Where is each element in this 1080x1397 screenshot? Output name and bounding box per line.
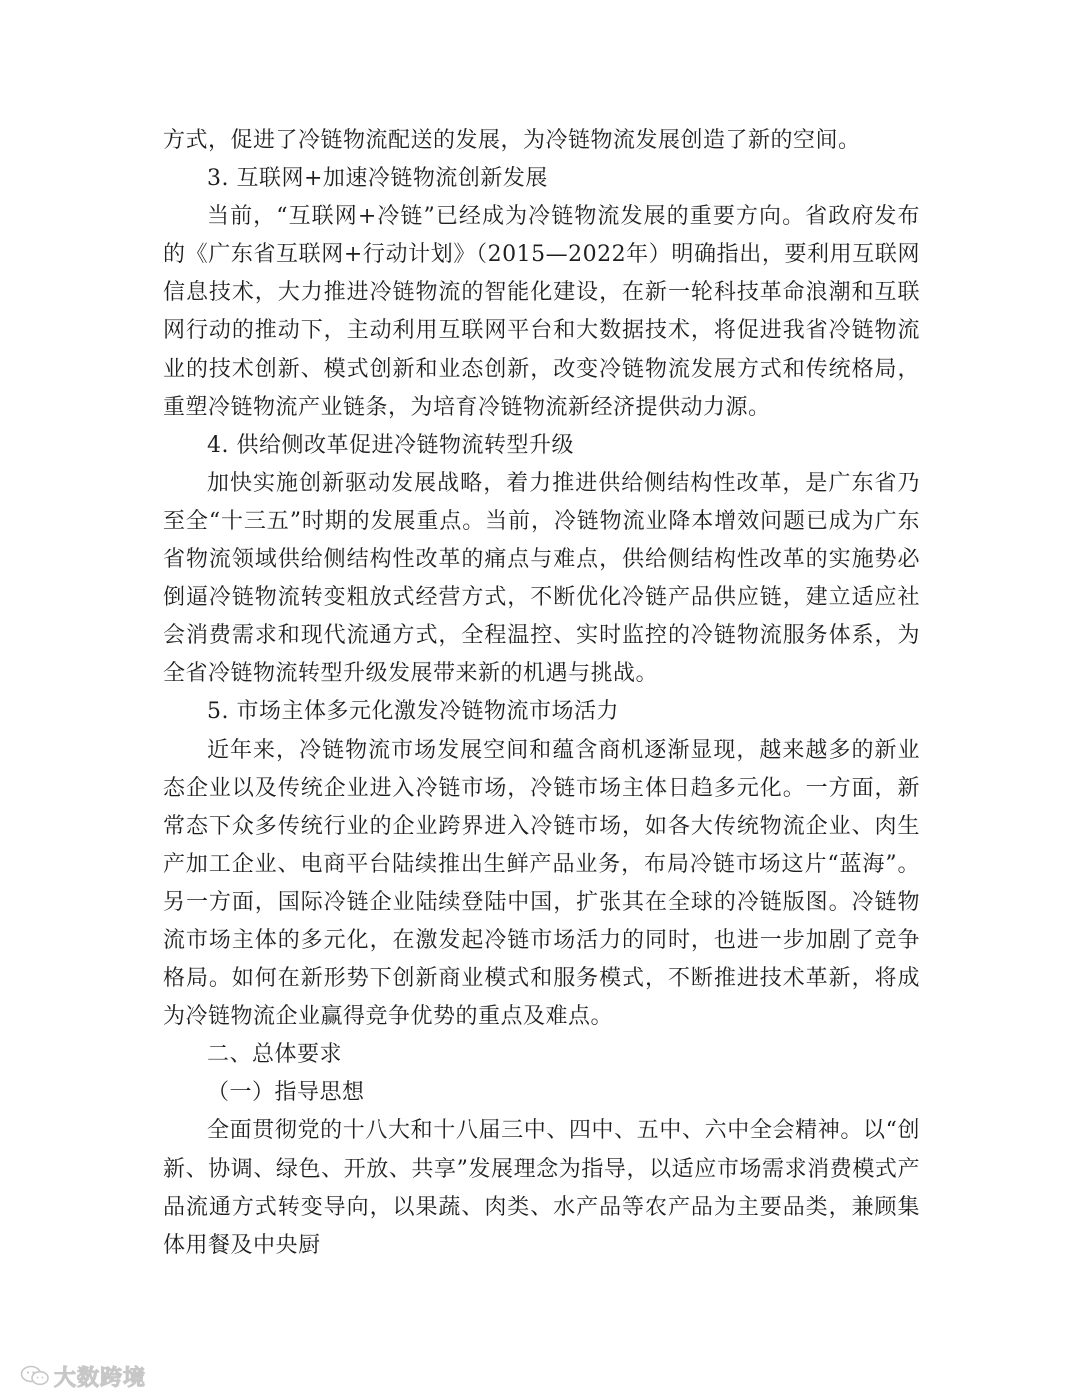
paragraph-guiding-ideology: 全面贯彻党的十八大和十八届三中、四中、五中、六中全会精神。以“创新、协调、绿色、开放、共享”发展理念为指导，以适应市场需求消费模式产品流通方式转变导向，以果蔬、肉类、水产品等农产品为主要品类，兼顾集体用餐及中央厨 (163, 1118, 920, 1258)
paragraph-continued: 方式，促进了冷链物流配送的发展，为冷链物流发展创造了新的空间。 (163, 128, 861, 153)
document-body (163, 122, 920, 1265)
watermark-text: 大数跨境 (54, 1365, 147, 1391)
paragraph-internet-plus: 当前，“互联网+冷链”已经成为冷链物流发展的重要方向。省政府发布的《广东省互联网+行动计划》（2015—2022年）明确指出，要利用互联网信息技术，大力推进冷链物流的智能化建设，在新一轮科技革命浪潮和互联网行动的推动下，主动利用互联网平台和大数据技术，将促进我省冷链物流业的技术创新、模式创新和业态创新，改变冷链物流发展方式和传统格局，重塑冷链物流产业链条，为培育冷链物流新经济提供动力源。 (163, 204, 920, 420)
section-heading-overall-requirements: 二、总体要求 (207, 1042, 343, 1068)
subsection-heading-guiding-ideology: （一）指导思想 (207, 1080, 365, 1106)
wechat-logo-icon (20, 1365, 50, 1387)
paragraph-market-entities: 近年来，冷链物流市场发展空间和蕴含商机逐渐显现，越来越多的新业态企业以及传统企业进入冷链市场，冷链市场主体日趋多元化。一方面，新常态下众多传统行业的企业跨界进入冷链市场，如各大传统物流企业、肉生产加工企业、电商平台陆续推出生鲜产品业务，布局冷链市场这片“蓝海”。另一方面，国际冷链企业陆续登陆中国，扩张其在全球的冷链版图。冷链物流市场主体的多元化，在激发起冷链市场活力的同时，也进一步加剧了竞争格局。如何在新形势下创新商业模式和服务模式，不断推进技术革新，将成为冷链物流企业赢得竞争优势的重点及难点。 (163, 737, 920, 1030)
paragraph-supply-side: 加快实施创新驱动发展战略，着力推进供给侧结构性改革，是广东省乃至全“十三五”时期的发展重点。当前，冷链物流业降本增效问题已成为广东省物流领域供给侧结构性改革的痛点与难点，供给侧结构性改革的实施势必倒逼冷链物流转变粗放式经营方式，不断优化冷链产品供应链，建立适应社会消费需求和现代流通方式，全程温控、实时监控的冷链物流服务体系，为全省冷链物流转型升级发展带来新的机遇与挑战。 (163, 470, 920, 687)
heading-3-internet-plus: 3. 互联网+加速冷链物流创新发展 (207, 166, 548, 192)
heading-4-supply-side: 4. 供给侧改革促进冷链物流转型升级 (207, 432, 574, 458)
heading-5-market-entities: 5. 市场主体多元化激发冷链物流市场活力 (207, 699, 619, 725)
watermark (20, 1362, 146, 1390)
